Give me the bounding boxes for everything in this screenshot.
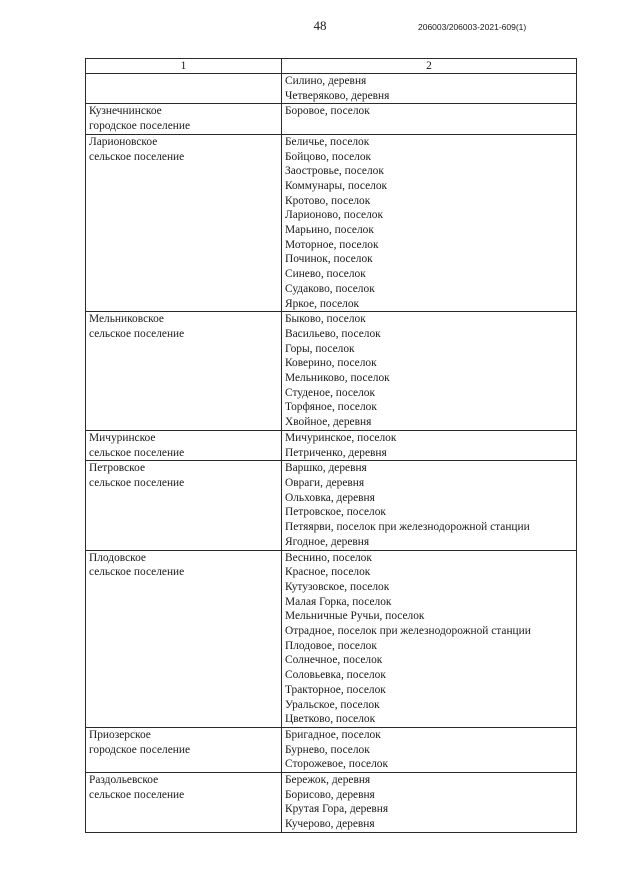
settlement-item: Борисово, деревня <box>285 788 375 801</box>
table-row <box>86 312 577 431</box>
settlement-item: Уральское, поселок <box>285 698 380 711</box>
settlement-item: Кротово, поселок <box>285 194 371 207</box>
table-row <box>86 727 577 772</box>
settlement-item: Починок, поселок <box>285 253 373 266</box>
settlement-item: Беличье, поселок <box>285 135 370 148</box>
settlement-item: Судаково, поселок <box>285 282 375 295</box>
settlement-item: Малая Горка, поселок <box>285 595 392 608</box>
municipality-name-line: городское поселение <box>89 120 191 133</box>
municipality-name-line: сельское поселение <box>89 788 185 801</box>
settlement-item: Кучерово, деревня <box>285 818 375 831</box>
settlement-item: Петриченко, деревня <box>285 446 387 459</box>
municipality-cell <box>86 550 282 727</box>
table-header-row <box>86 59 577 74</box>
settlement-item: Петяярви, поселок при железнодорожной станции <box>285 521 530 534</box>
settlement-item: Ягодное, деревня <box>285 535 370 548</box>
settlement-item: Коверино, поселок <box>285 357 377 370</box>
settlement-item: Бойцово, поселок <box>285 150 372 163</box>
table-row <box>86 134 577 311</box>
municipality-cell <box>86 74 282 104</box>
settlement-item: Быково, поселок <box>285 313 366 326</box>
settlement-item: Заостровье, поселок <box>285 165 384 178</box>
settlement-item: Моторное, поселок <box>285 238 379 251</box>
settlements-cell <box>282 134 577 311</box>
table-row <box>86 430 577 460</box>
settlement-item: Бережок, деревня <box>285 774 371 787</box>
municipality-name-line: городское поселение <box>89 743 191 756</box>
municipality-name-line: Плодовское <box>89 551 146 564</box>
settlement-item: Коммунары, поселок <box>285 179 388 192</box>
settlement-item: Хвойное, деревня <box>285 416 372 429</box>
settlement-item: Крутая Гора, деревня <box>285 803 389 816</box>
table-row <box>86 461 577 550</box>
settlement-item: Петровское, поселок <box>285 506 386 519</box>
settlement-item: Сторожевое, поселок <box>285 758 388 771</box>
settlements-cell <box>282 74 577 104</box>
settlement-item: Ольховка, деревня <box>285 491 375 504</box>
settlement-item: Соловьевка, поселок <box>285 669 386 682</box>
settlements-cell <box>282 550 577 727</box>
settlement-item: Торфяное, поселок <box>285 401 377 414</box>
settlement-item: Варшко, деревня <box>285 462 367 475</box>
municipality-cell <box>86 461 282 550</box>
municipality-cell <box>86 134 282 311</box>
municipality-name-line: Раздольевское <box>89 774 159 787</box>
settlement-item: Красное, поселок <box>285 566 371 579</box>
settlement-item: Боровое, поселок <box>285 105 370 118</box>
municipality-name-line: Ларионовское <box>89 135 158 148</box>
settlements-cell <box>282 312 577 431</box>
settlement-item: Мичуринское, поселок <box>285 431 397 444</box>
settlement-item: Веснино, поселок <box>285 551 372 564</box>
settlement-item: Синево, поселок <box>285 268 366 281</box>
municipality-cell <box>86 727 282 772</box>
document-id: 206003/206003-2021-609(1) <box>418 22 527 32</box>
settlements-table <box>85 58 577 833</box>
municipality-name-line: Петровское <box>89 462 146 475</box>
settlements-cell <box>282 104 577 134</box>
settlement-item: Ларионово, поселок <box>285 209 383 222</box>
table-body <box>86 74 577 833</box>
settlements-cell <box>282 773 577 833</box>
settlements-cell <box>282 727 577 772</box>
municipality-cell <box>86 773 282 833</box>
settlement-item: Тракторное, поселок <box>285 683 386 696</box>
table-row <box>86 773 577 833</box>
settlement-item: Кутузовское, поселок <box>285 580 390 593</box>
settlement-item: Студеное, поселок <box>285 386 376 399</box>
settlements-cell <box>282 461 577 550</box>
table-row <box>86 104 577 134</box>
municipality-name-line: сельское поселение <box>89 476 185 489</box>
settlement-item: Четверяково, деревня <box>285 89 390 102</box>
municipality-name-line: Кузнечнинское <box>89 105 162 118</box>
municipality-cell <box>86 312 282 431</box>
settlement-item: Овраги, деревня <box>285 476 365 489</box>
page-number: 48 <box>313 18 327 33</box>
settlement-item: Плодовое, поселок <box>285 639 377 652</box>
settlement-item: Мельниково, поселок <box>285 372 390 385</box>
settlement-item: Яркое, поселок <box>285 297 360 310</box>
column-header: 1 <box>86 59 282 74</box>
municipality-name-line: Мельниковское <box>89 313 164 326</box>
municipality-name-line: сельское поселение <box>89 327 185 340</box>
settlement-item: Марьино, поселок <box>285 224 374 237</box>
settlement-item: Солнечное, поселок <box>285 654 383 667</box>
municipality-name-line: сельское поселение <box>89 150 185 163</box>
table-row <box>86 550 577 727</box>
municipality-name-line: Приозерское <box>89 728 151 741</box>
table-row <box>86 74 577 104</box>
settlements-cell <box>282 430 577 460</box>
settlement-item: Отрадное, поселок при железнодорожной станции <box>285 625 531 638</box>
settlement-item: Бригадное, поселок <box>285 728 381 741</box>
municipality-cell <box>86 430 282 460</box>
municipality-name-line: Мичуринское <box>89 431 156 444</box>
settlement-item: Горы, поселок <box>285 342 355 355</box>
settlement-item: Мельничные Ручьи, поселок <box>285 610 425 623</box>
settlement-item: Силино, деревня <box>285 75 367 87</box>
settlement-item: Васильево, поселок <box>285 327 381 340</box>
municipality-name-line: сельское поселение <box>89 446 185 459</box>
column-header: 2 <box>282 59 577 74</box>
municipality-cell <box>86 104 282 134</box>
settlement-item: Цветково, поселок <box>285 713 376 726</box>
settlement-item: Бурнево, поселок <box>285 743 370 756</box>
municipality-name-line: сельское поселение <box>89 566 185 579</box>
